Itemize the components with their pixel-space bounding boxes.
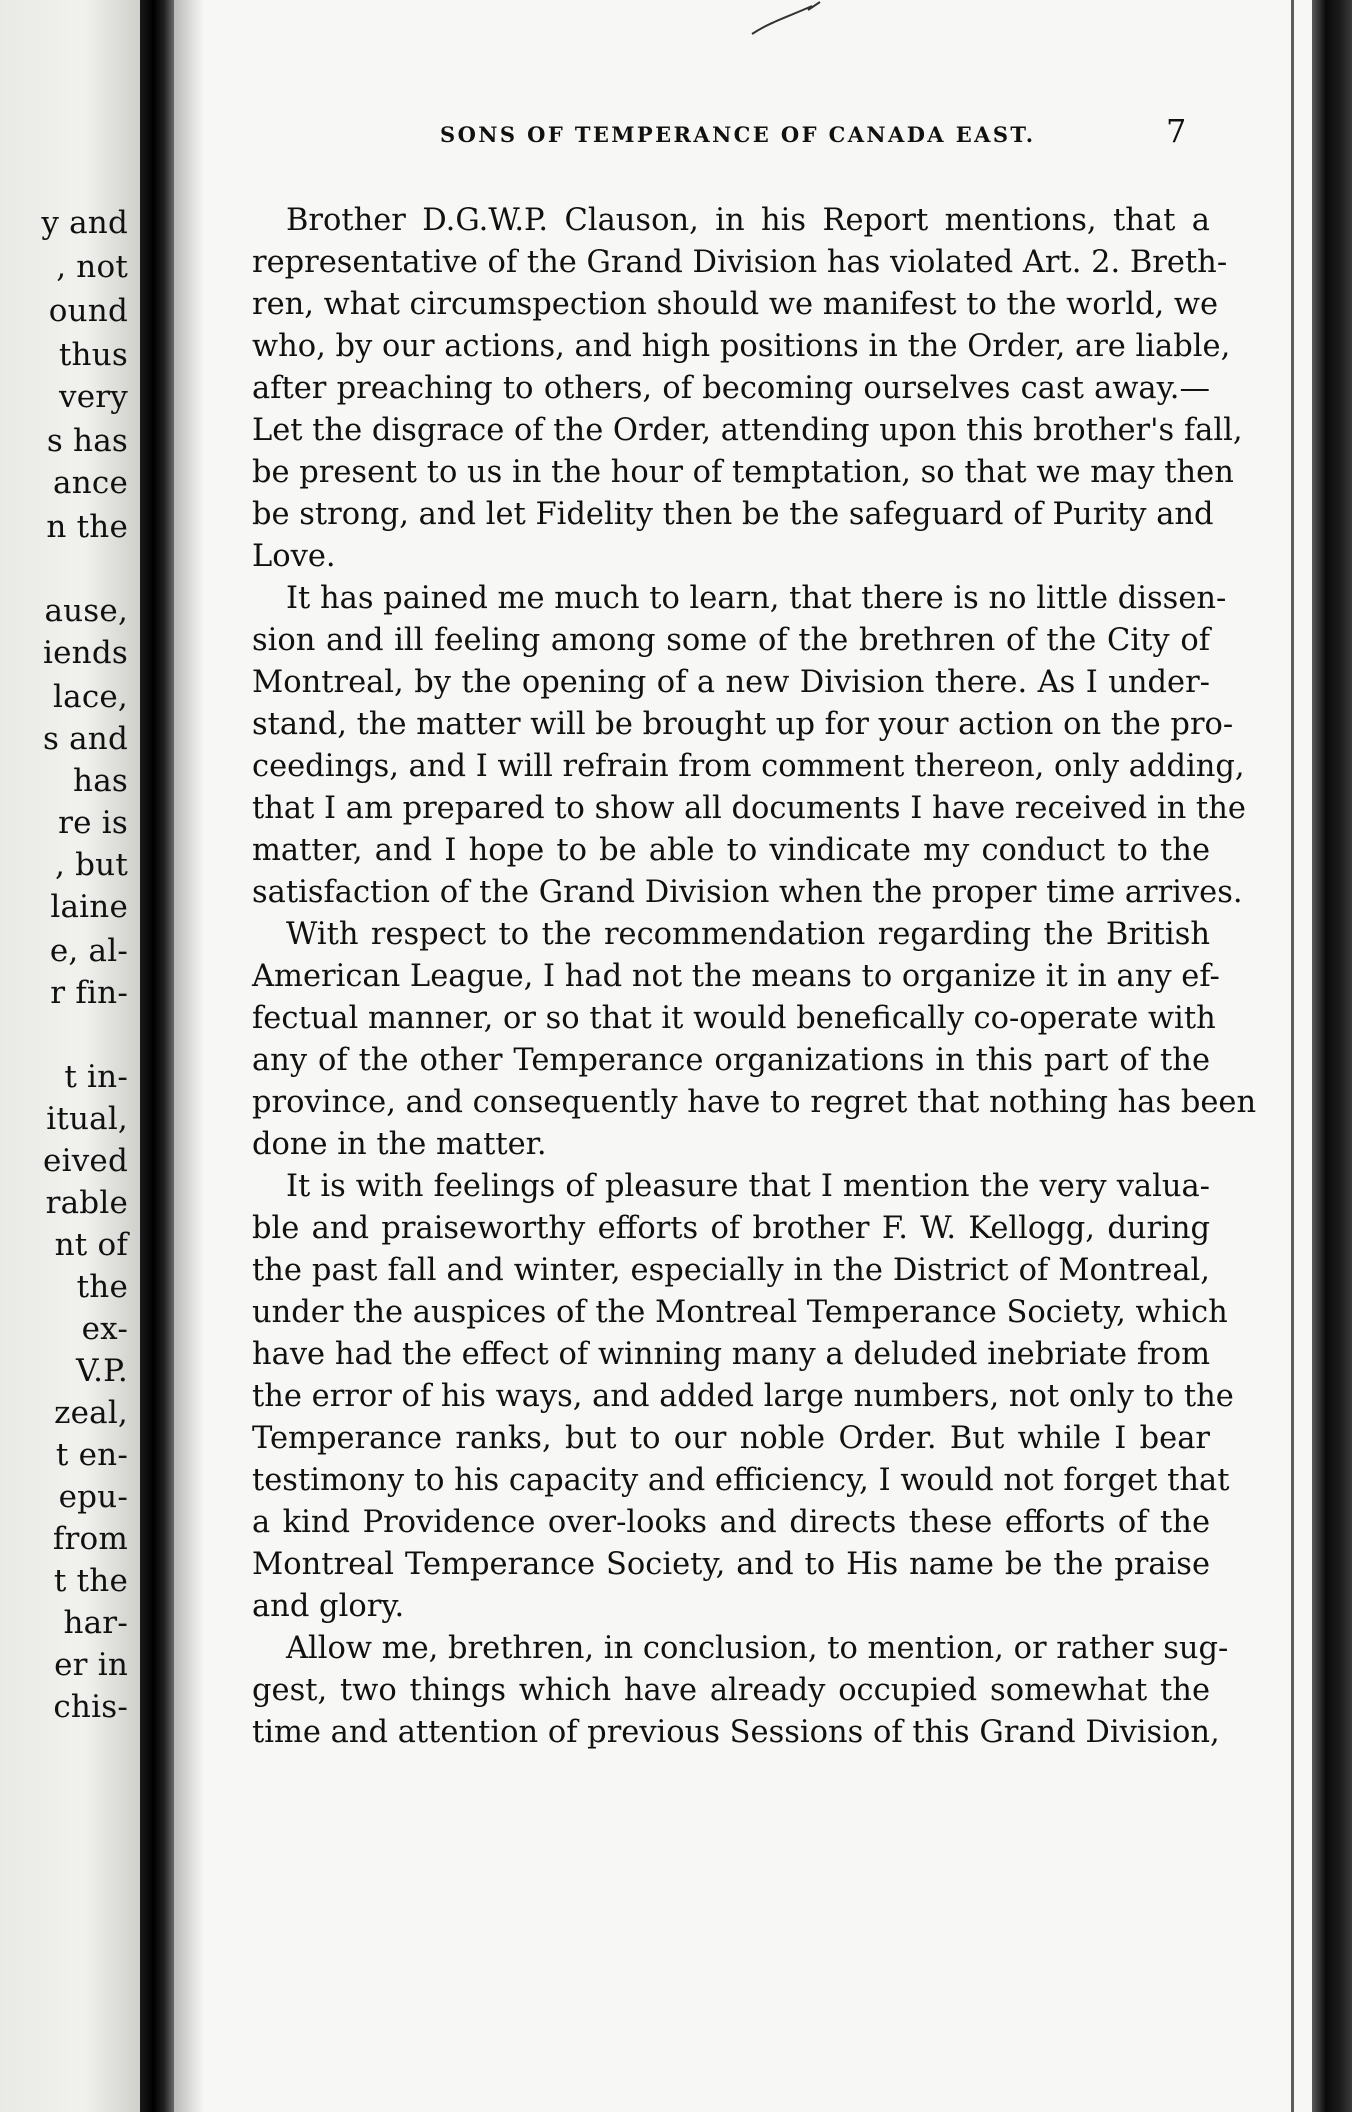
facing-page-line-fragment: chis- xyxy=(53,1689,128,1725)
facing-page-line-fragment: rable xyxy=(45,1185,128,1221)
text-line: the past fall and winter, especially in the District of Montreal, xyxy=(252,1253,1210,1288)
facing-page-line-fragment: , but xyxy=(55,847,128,883)
book-gutter xyxy=(140,0,174,2112)
gutter-shadow xyxy=(174,0,204,2112)
text-line: With respect to the recommendation regarding the British xyxy=(286,917,1210,952)
text-line: be present to us in the hour of temptation, so that we may then xyxy=(252,455,1234,490)
text-line: sion and ill feeling among some of the brethren of the City of xyxy=(252,623,1210,658)
text-line: matter, and I hope to be able to vindicate my conduct to the xyxy=(252,833,1210,868)
paragraph xyxy=(252,1166,1234,1628)
text-line: Let the disgrace of the Order, attending upon this brother's fall, xyxy=(252,413,1243,448)
text-line: ren, what circumspection should we manifest to the world, we xyxy=(252,287,1219,322)
page-edge-line xyxy=(1291,0,1294,2112)
text-line: Montreal, by the opening of a new Division there. As I under- xyxy=(252,665,1210,700)
facing-page-line-fragment: t in- xyxy=(64,1059,128,1095)
text-line: Love. xyxy=(252,539,336,574)
facing-page-line-fragment: er in xyxy=(54,1647,128,1683)
facing-page-line-fragment: n the xyxy=(46,509,128,545)
paragraph xyxy=(252,578,1246,914)
facing-page-line-fragment: lace, xyxy=(53,679,128,715)
facing-page-line-fragment: epu- xyxy=(58,1479,128,1515)
text-line: a kind Providence over-looks and directs these efforts of the xyxy=(252,1505,1210,1540)
facing-page-line-fragment: s has xyxy=(46,423,128,459)
facing-page-line-fragment: , not xyxy=(56,249,128,285)
text-line: time and attention of previous Sessions of this Grand Division, xyxy=(252,1715,1220,1750)
paragraph xyxy=(252,1628,1229,1754)
page-number: 7 xyxy=(1166,112,1187,150)
facing-page-line-fragment: V.P. xyxy=(75,1353,128,1389)
text-line: have had the effect of winning many a deluded inebriate from xyxy=(252,1337,1210,1372)
facing-page-line-fragment: re is xyxy=(58,805,128,841)
facing-page-line-fragment: has xyxy=(73,763,128,799)
facing-page-line-fragment: iends xyxy=(43,635,128,671)
facing-page-line-fragment: s and xyxy=(42,721,128,757)
text-line: ceedings, and I will refrain from comment thereon, only adding, xyxy=(252,749,1245,784)
facing-page-line-fragment: y and xyxy=(41,205,128,241)
text-line: after preaching to others, of becoming ourselves cast away.— xyxy=(252,371,1210,406)
text-line: Brother D.G.W.P. Clauson, in his Report mentions, that a xyxy=(286,203,1210,238)
text-line: stand, the matter will be brought up for your action on the pro- xyxy=(252,707,1234,742)
facing-page-line-fragment: very xyxy=(59,379,128,415)
text-line: American League, I had not the means to organize it in any ef- xyxy=(252,959,1220,994)
facing-page-line-fragment: laine xyxy=(50,889,128,925)
text-line: fectual manner, or so that it would benefically co-operate with xyxy=(252,1001,1216,1036)
text-line: any of the other Temperance organizations in this part of the xyxy=(252,1043,1210,1078)
text-line: testimony to his capacity and efficiency, I would not forget that xyxy=(252,1463,1230,1498)
paragraph xyxy=(252,200,1243,578)
text-line: It is with feelings of pleasure that I mention the very valua- xyxy=(286,1169,1210,1204)
facing-page-line-fragment: thus xyxy=(58,337,128,373)
facing-page-line-fragment: ause, xyxy=(44,593,128,629)
text-line: satisfaction of the Grand Division when the proper time arrives. xyxy=(252,875,1243,910)
facing-page-line-fragment: ance xyxy=(53,465,128,501)
running-head: SONS OF TEMPERANCE OF CANADA EAST. xyxy=(440,122,1036,147)
facing-page-line-fragment: from xyxy=(52,1521,128,1557)
text-line: Allow me, brethren, in conclusion, to mention, or rather sug- xyxy=(286,1631,1229,1666)
right-page-edge xyxy=(1312,0,1352,2112)
main-page xyxy=(204,0,1257,2112)
pen-mark xyxy=(750,0,840,40)
facing-page-line-fragment: t the xyxy=(53,1563,128,1599)
text-line: done in the matter. xyxy=(252,1127,547,1162)
facing-page-fragment xyxy=(0,0,140,2112)
text-line: under the auspices of the Montreal Temperance Society, which xyxy=(252,1295,1228,1330)
text-line: representative of the Grand Division has violated Art. 2. Breth- xyxy=(252,245,1228,280)
text-line: and glory. xyxy=(252,1589,405,1624)
text-line: be strong, and let Fidelity then be the safeguard of Purity and xyxy=(252,497,1214,532)
facing-page-line-fragment: har- xyxy=(63,1605,128,1641)
facing-page-line-fragment: eived xyxy=(43,1143,128,1179)
facing-page-line-fragment: e, al- xyxy=(49,933,128,969)
facing-page-line-fragment: ound xyxy=(48,293,128,329)
text-line: Temperance ranks, but to our noble Order. But while I bear xyxy=(252,1421,1210,1456)
facing-page-line-fragment: the xyxy=(76,1269,128,1305)
facing-page-line-fragment: ex- xyxy=(81,1311,128,1347)
body-text xyxy=(252,200,1257,1754)
facing-page-line-fragment: zeal, xyxy=(54,1395,128,1431)
facing-page-line-fragment: r fin- xyxy=(50,975,128,1011)
text-line: the error of his ways, and added large numbers, not only to the xyxy=(252,1379,1234,1414)
text-line: that I am prepared to show all documents I have received in the xyxy=(252,791,1246,826)
text-line: Montreal Temperance Society, and to His name be the praise xyxy=(252,1547,1210,1582)
facing-page-line-fragment: nt of xyxy=(54,1227,128,1263)
facing-page-line-fragment: itual, xyxy=(46,1101,128,1137)
text-line: who, by our actions, and high positions in the Order, are liable, xyxy=(252,329,1231,364)
text-line: It has pained me much to learn, that there is no little dissen- xyxy=(286,581,1227,616)
text-line: gest, two things which have already occupied somewhat the xyxy=(252,1673,1210,1708)
paragraph xyxy=(252,914,1257,1166)
facing-page-line-fragment: t en- xyxy=(55,1437,128,1473)
text-line: ble and praiseworthy efforts of brother F. W. Kellogg, during xyxy=(252,1211,1210,1246)
text-line: province, and consequently have to regret that nothing has been xyxy=(252,1085,1257,1120)
